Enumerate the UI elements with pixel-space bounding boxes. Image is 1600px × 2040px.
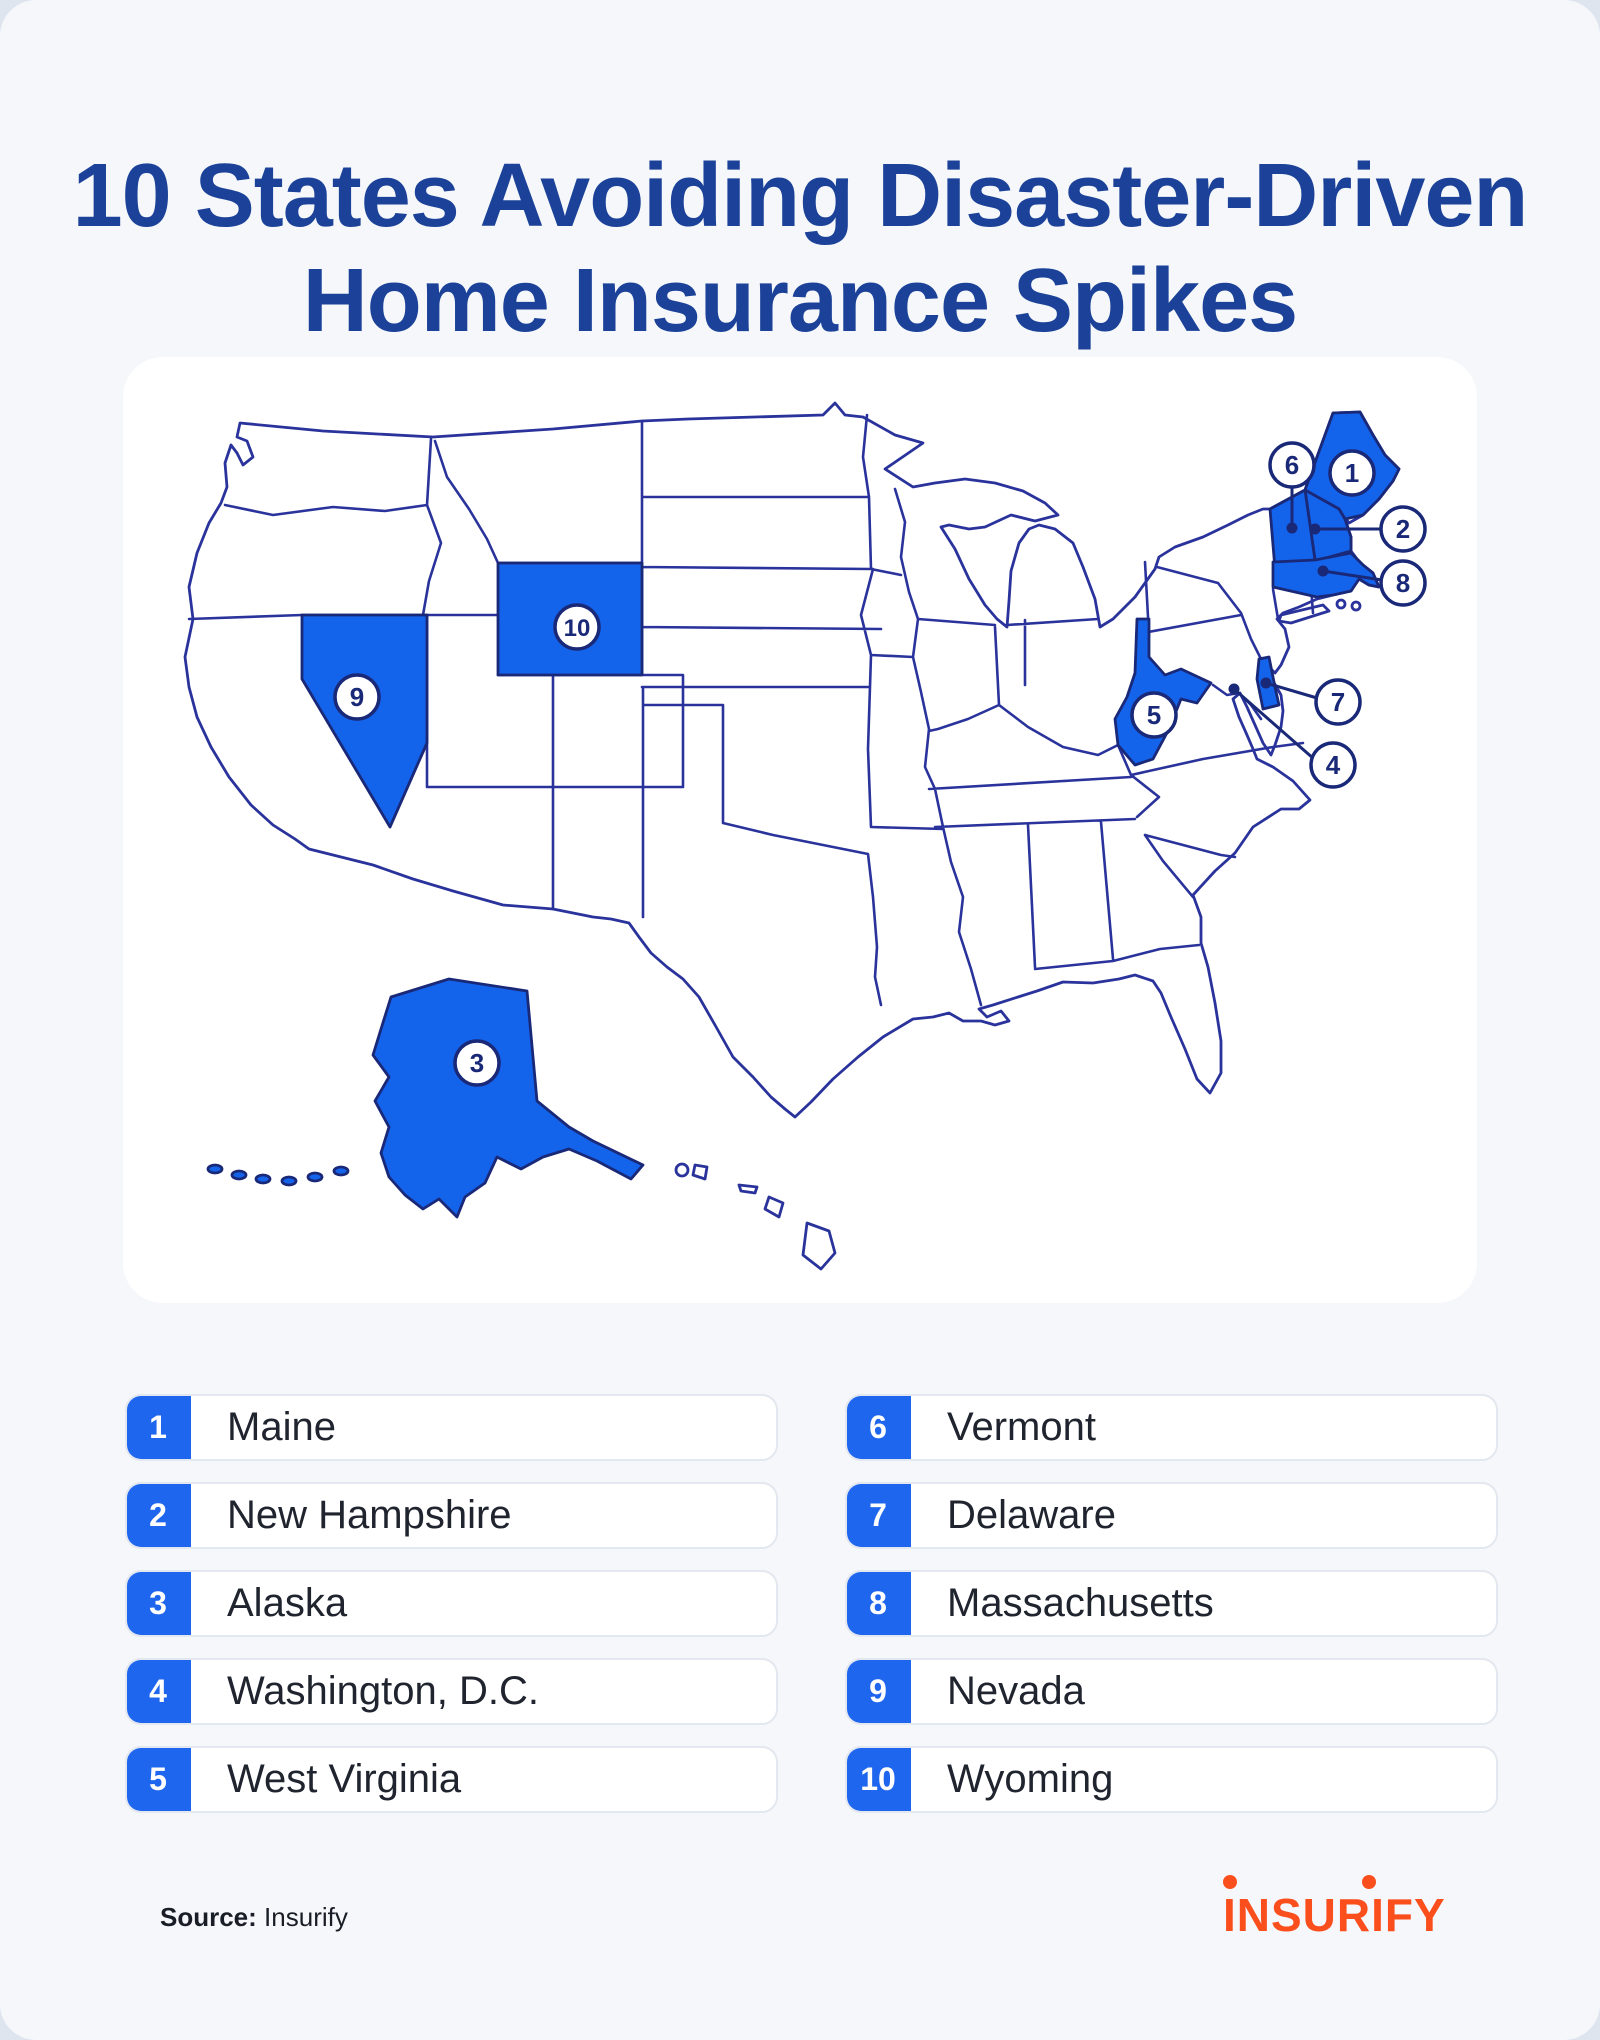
list-item-new-hampshire [125, 1482, 778, 1549]
state-label: New Hampshire [227, 1493, 512, 1537]
map-marker-9 [335, 675, 379, 719]
rank-badge: 1 [125, 1394, 191, 1461]
svg-text:7: 7 [1330, 687, 1346, 717]
vermont-dot [1287, 523, 1298, 534]
svg-text:6: 6 [1284, 450, 1300, 480]
state-label: Delaware [947, 1493, 1116, 1537]
map-marker-8 [1381, 561, 1425, 605]
state-label: Massachusetts [947, 1581, 1214, 1625]
us-map [123, 357, 1477, 1303]
svg-text:9: 9 [349, 682, 365, 712]
legend-column-left [125, 1394, 778, 1834]
list-item-west-virginia [125, 1746, 778, 1813]
list-item-vermont [845, 1394, 1498, 1461]
delaware-dot [1261, 678, 1272, 689]
map-marker-3 [455, 1041, 499, 1085]
svg-text:2: 2 [1395, 514, 1411, 544]
rank-badge: 2 [125, 1482, 191, 1549]
map-marker-10 [555, 605, 599, 649]
map-marker-1 [1330, 451, 1374, 495]
washington-dc-dot [1229, 684, 1240, 695]
state-label: Nevada [947, 1669, 1085, 1713]
rank-badge: 7 [845, 1482, 911, 1549]
state-label: Vermont [947, 1405, 1096, 1449]
rank-badge: 5 [125, 1746, 191, 1813]
insurify-logo-text: INSURIFY [1223, 1889, 1446, 1941]
ma-island [1337, 600, 1345, 608]
state-label: Alaska [227, 1581, 348, 1625]
aleutian-islands [208, 1165, 348, 1185]
svg-text:4: 4 [1325, 750, 1341, 780]
rank-badge: 8 [845, 1570, 911, 1637]
logo-i-dot-icon [1223, 1875, 1237, 1889]
map-marker-7 [1316, 680, 1360, 724]
svg-text:1: 1 [1344, 458, 1360, 488]
svg-text:3: 3 [469, 1048, 485, 1078]
hawaii-islands [676, 1164, 835, 1269]
svg-text:8: 8 [1395, 568, 1411, 598]
massachusetts-dot [1318, 566, 1329, 577]
state-label: West Virginia [227, 1757, 462, 1801]
legend-column-right [845, 1394, 1498, 1834]
list-item-maine [125, 1394, 778, 1461]
rank-badge: 6 [845, 1394, 911, 1461]
state-label: Wyoming [947, 1757, 1114, 1801]
list-item-alaska [125, 1570, 778, 1637]
map-marker-5 [1132, 693, 1176, 737]
list-item-nevada [845, 1658, 1498, 1725]
map-marker-4 [1311, 743, 1355, 787]
insurify-logo [1223, 1888, 1446, 1942]
list-item-wyoming [845, 1746, 1498, 1813]
map-marker-6 [1270, 443, 1314, 487]
rank-badge: 9 [845, 1658, 911, 1725]
svg-text:10: 10 [563, 615, 591, 642]
us-map-card [123, 357, 1477, 1303]
source-line [160, 1902, 348, 1933]
list-item-massachusetts [845, 1570, 1498, 1637]
svg-text:5: 5 [1146, 700, 1162, 730]
rank-badge: 3 [125, 1570, 191, 1637]
source-value: Insurify [264, 1902, 348, 1932]
page-title: 10 States Avoiding Disaster-Driven Home Insurance Spikes [72, 146, 1528, 351]
new-hampshire-dot [1310, 524, 1321, 535]
rank-badge: 4 [125, 1658, 191, 1725]
map-marker-2 [1381, 507, 1425, 551]
list-item-delaware [845, 1482, 1498, 1549]
ma-island [1352, 602, 1360, 610]
rank-badge: 10 [845, 1746, 911, 1813]
state-alaska [373, 979, 643, 1217]
list-item-washington-dc [125, 1658, 778, 1725]
source-label: Source: [160, 1902, 257, 1932]
state-label: Maine [227, 1405, 336, 1449]
logo-i-dot-icon [1362, 1875, 1376, 1889]
state-label: Washington, D.C. [227, 1669, 539, 1713]
